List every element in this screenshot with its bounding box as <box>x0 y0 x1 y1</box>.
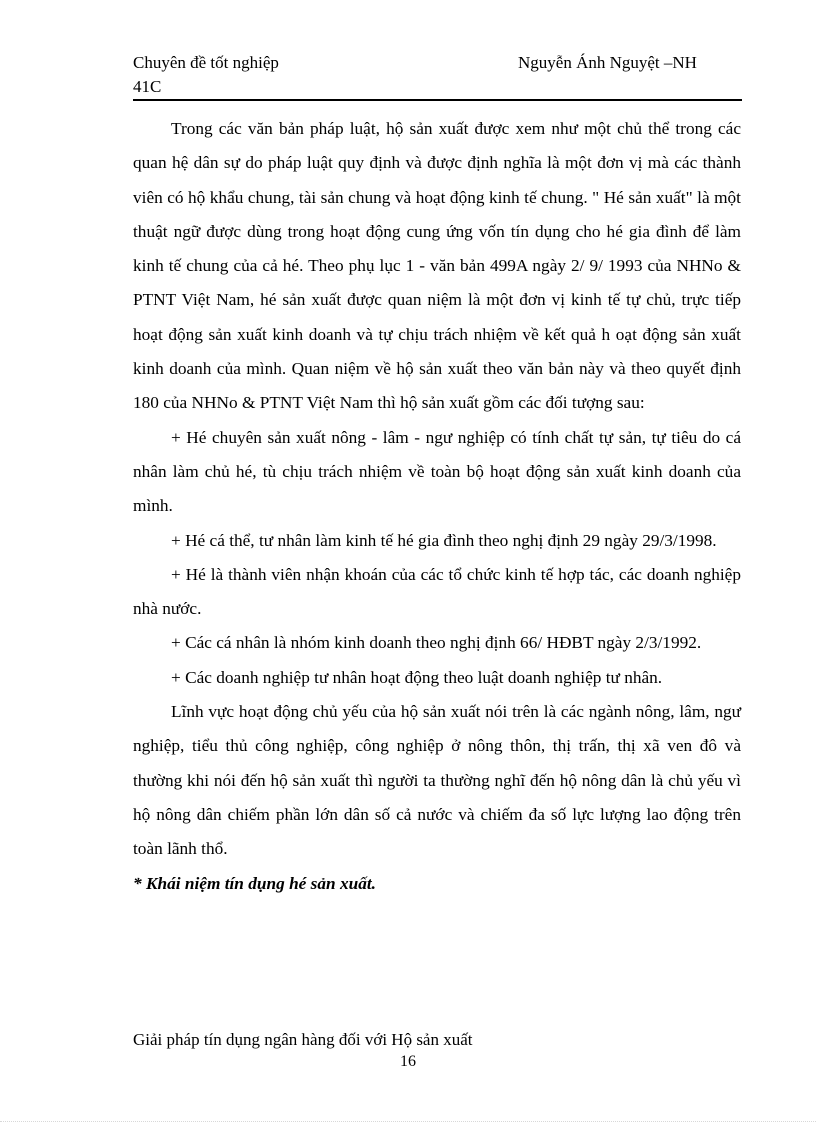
list-item: + Hé cá thể, tư nhân làm kinh tế hé gia đình theo nghị định 29 ngày 29/3/1998. <box>171 530 717 550</box>
list-item: + Các doanh nghiệp tư nhân hoạt động theo luật doanh nghiệp tư nhân. <box>171 667 663 687</box>
header-class-code: 41C <box>133 77 162 96</box>
list-item: + Hé là thành viên nhận khoán của các tổ chức kinh tế hợp tác, các doanh nghiệp nhà nước. <box>133 564 741 619</box>
paragraph-definition: Trong các văn bản pháp luật, hộ sản xuất được xem như một chủ thể trong các quan hệ dân sự do pháp luật quy định và được định nghĩa là một đơn vị mà các thành viên có hộ khẩu chung, tài sản chung và hoạt động kinh tế chung. " Hé sản xuất" là một thuật ngữ được dùng trong hoạt động cung ứng vốn tín dụng cho hé gia đình để làm kinh tế chung của cả hé. Theo phụ lục 1 - văn bản 499A ngày 2/ 9/ 1993 của NHNo & PTNT Việt Nam, hé sản xuất được quan niệm là một đơn vị kinh tế tự chủ, trực tiếp hoạt động sản xuất kinh doanh và tự chịu trách nhiệm về kết quả h oạt động sản xuất kinh doanh của mình. Quan niệm về hộ sản xuất theo văn bản này và theo quyết định 180 của NHNo & PTNT Việt Nam thì hộ sản xuất gồm các đối tượng sau: <box>133 119 741 413</box>
section-heading: * Khái niệm tín dụng hé sản xuất. <box>133 873 376 893</box>
paragraph-field-of-activity: Lĩnh vực hoạt động chủ yếu của hộ sản xuất nói trên là các ngành nông, lâm, ngư nghiệp, tiểu thủ công nghiệp, công nghiệp ở nông thôn, thị trấn, thị xã ven đô và thường khi nói đến hộ sản xuất thì người ta thường nghĩ đến hộ nông dân là chủ yếu vì hộ nông dân chiếm phần lớn dân số cả nước và chiếm đa số lực lượng lao động trên toàn lãnh thổ. <box>133 702 741 859</box>
list-item: + Hé chuyên sản xuất nông - lâm - ngư nghiệp có tính chất tự sản, tự tiêu do cá nhân làm chủ hé, tù chịu trách nhiệm về toàn bộ hoạt động sản xuất kinh doanh của mình. <box>133 427 741 516</box>
list-item: + Các cá nhân là nhóm kinh doanh theo nghị định 66/ HĐBT ngày 2/3/1992. <box>171 633 702 653</box>
page-number: 16 <box>400 1053 416 1070</box>
page-header <box>133 52 741 98</box>
header-rule <box>133 99 742 101</box>
body-text <box>133 112 741 901</box>
page-bottom-divider <box>0 1121 816 1122</box>
footer-title: Giải pháp tín dụng ngân hàng đối với Hộ sản xuất <box>133 1030 473 1049</box>
header-author: Nguyễn Ánh Nguyệt –NH <box>518 53 697 72</box>
header-document-type: Chuyên đề tốt nghiệp <box>133 53 279 72</box>
